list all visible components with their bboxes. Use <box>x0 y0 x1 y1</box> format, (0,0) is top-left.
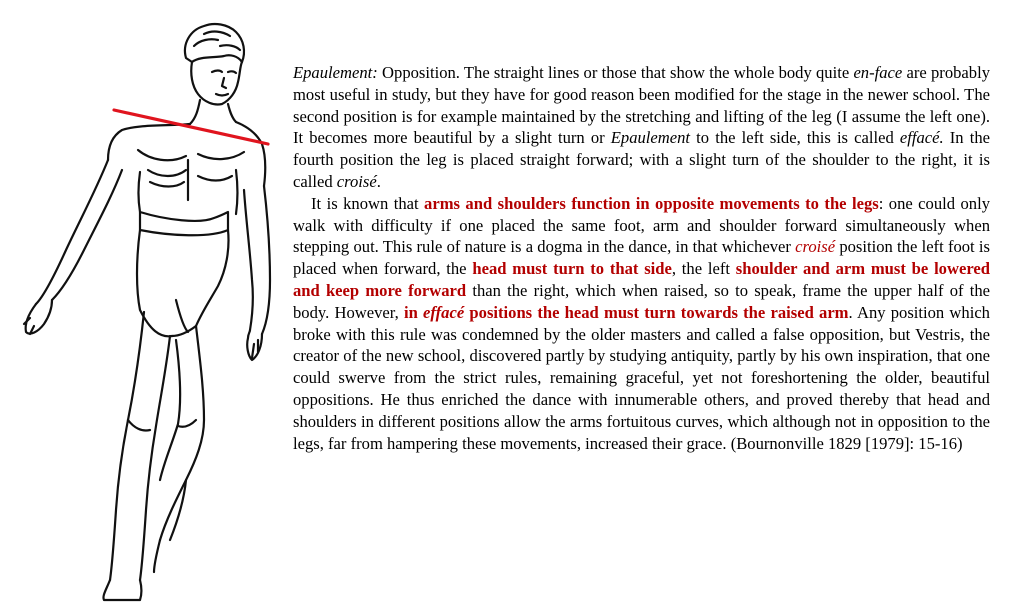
highlight-croise: croisé <box>795 237 836 257</box>
highlight-efface: effacé <box>423 302 465 322</box>
highlight-shoulder-arm: shoulder and arm must be lowered and keep more forward <box>293 259 990 300</box>
paragraph-epaulement: Epaulement: Opposition. The straight lines or those that show the whole body quite en-face are probably most useful in study, but they have for good reason been modified for the stage in the newer school. The second position is for example maintained by the stretching and lifting of the leg (I assume the left one). It becomes more beautiful by a slight turn or Epaulement to the left side, this is called effacé. In the fourth position the leg is placed straight forward; with a slight turn of the shoulder to the right, it is called croisé. <box>293 63 990 191</box>
dancer-line-drawing-icon <box>24 24 270 600</box>
highlight-raised-arm: positions the head must turn towards the raised arm <box>464 302 849 322</box>
highlight-head-turn: head must turn to that side <box>472 259 672 279</box>
term-epaulement-heading: Epaulement: <box>293 63 378 82</box>
highlight-arms-shoulders: arms and shoulders function in opposite movements to the legs <box>424 193 879 213</box>
citation-text: . Any position which broke with this rule was condemned by the older masters and called a false opposition, but Vestris, the creator of the new school, discovered partly by studying antiquity, partly by his own inspiration, that one could swerve from the strict rules, remaining graceful, yet not foreshortening the older, beautiful oppositions. He thus enriched the dance with innumerable others, and proved thereby that head and shoulders in different positions allow the arms fortuitous curves, which although not in opposition to the legs, far from hampering these movements, increased their grace. (Bournonville 1829 [1979]: 15-16) <box>293 302 990 453</box>
dancer-figure-illustration <box>0 0 290 604</box>
quotation-text-block <box>293 62 990 454</box>
paragraph-opposition-rule: It is known that arms and shoulders function in opposite movements to the legs: one could only walk with difficulty if one placed the same foot, arm and shoulder forward simultaneously when stepping out. This rule of nature is a dogma in the dance, in that whichever croisé position the left foot is placed when forward, the head must turn to that side, the left shoulder and arm must be lowered and keep more forward than the right, which when raised, so to speak, frame the upper half of the body. However, in effacé positions the head must turn towards the raised arm. Any position which broke with this rule was condemned by the older masters and called a false opposition, but Vestris, the creator of the new school, discovered partly by studying antiquity, partly by his own inspiration, that one could swerve from the strict rules, remaining graceful, yet not foreshortening the older, beautiful oppositions. He thus enriched the dance with innumerable others, and proved thereby that head and shoulders in different positions allow the arms fortuitous curves, which although not in opposition to the legs, far from hampering these movements, increased their grace. (Bournonville 1829 [1979]: 15-16) <box>293 193 990 453</box>
